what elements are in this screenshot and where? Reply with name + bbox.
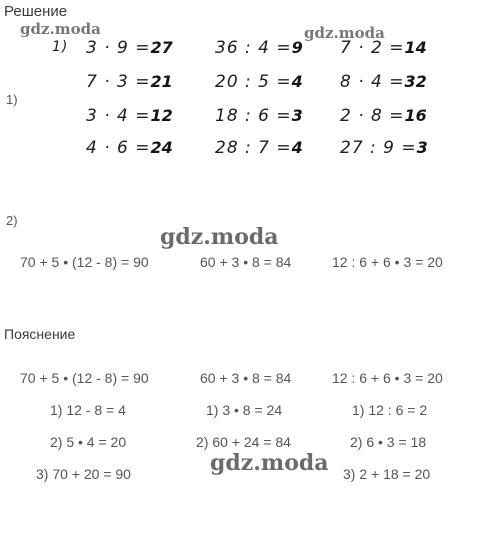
task1-expr: 20 : 5 = [215,72,292,92]
explanation-step: 1) 3 • 8 = 24 [206,402,283,418]
task1-expr: 18 : 6 = [215,106,292,126]
heading-solution: Решение [4,3,68,20]
task1-item [86,106,173,126]
task1-answer: 16 [404,106,427,125]
task1-answer: 21 [150,72,173,91]
task1-expr: 2 · 8 = [340,106,405,126]
watermark: gdz.moda [210,450,329,476]
task1-expr: 3 · 4 = [86,106,151,126]
task1-expr: 36 : 4 = [215,38,292,58]
task1-answer: 3 [291,106,303,125]
task1-item [86,38,173,58]
task1-answer: 9 [291,38,303,57]
explanation-equation: 60 + 3 • 8 = 84 [200,370,292,386]
task1-item [215,38,303,58]
task1-expr: 28 : 7 = [215,138,292,158]
task2-equation: 70 + 5 • (12 - 8) = 90 [20,254,149,270]
task1-answer: 32 [404,72,427,91]
task1-answer: 4 [291,138,303,157]
task1-item [215,138,303,158]
explanation-step: 1) 12 - 8 = 4 [50,402,126,418]
task2-label: 2) [6,213,18,228]
task1-answer: 3 [416,138,428,157]
watermark: gdz.moda [304,24,385,42]
heading-explanation: Пояснение [4,326,76,342]
task1-item [340,38,427,58]
explanation-step: 2) 60 + 24 = 84 [196,434,291,450]
explanation-step: 2) 6 • 3 = 18 [350,434,427,450]
task1-answer: 14 [404,38,427,57]
explanation-step: 3) 2 + 18 = 20 [343,466,431,482]
task2-equation: 60 + 3 • 8 = 84 [200,254,292,270]
task1-inner-label: 1) [52,39,69,55]
task1-item [340,72,427,92]
task1-item [340,138,428,158]
explanation-step: 1) 12 : 6 = 2 [352,402,428,418]
task1-answer: 27 [150,38,173,57]
task1-label: 1) [6,92,18,107]
task1-expr: 7 · 3 = [86,72,151,92]
task1-answer: 12 [150,106,173,125]
task1-expr: 3 · 9 = [86,38,151,58]
task1-item [340,106,427,126]
watermark: gdz.moda [160,224,279,250]
explanation-step: 3) 70 + 20 = 90 [36,466,131,482]
watermark: gdz.moda [20,20,101,38]
task1-item [215,106,303,126]
task1-item [86,138,173,158]
task1-expr: 8 · 4 = [340,72,405,92]
task1-item [86,72,173,92]
task1-answer: 24 [150,138,173,157]
task1-answer: 4 [291,72,303,91]
explanation-equation: 70 + 5 • (12 - 8) = 90 [20,370,149,386]
explanation-step: 2) 5 • 4 = 20 [50,434,127,450]
task2-equation: 12 : 6 + 6 • 3 = 20 [332,254,443,270]
explanation-equation: 12 : 6 + 6 • 3 = 20 [332,370,443,386]
task1-expr: 4 · 6 = [86,138,151,158]
task1-item [215,72,303,92]
task1-expr: 7 · 2 = [340,38,405,58]
task1-expr: 27 : 9 = [340,138,417,158]
